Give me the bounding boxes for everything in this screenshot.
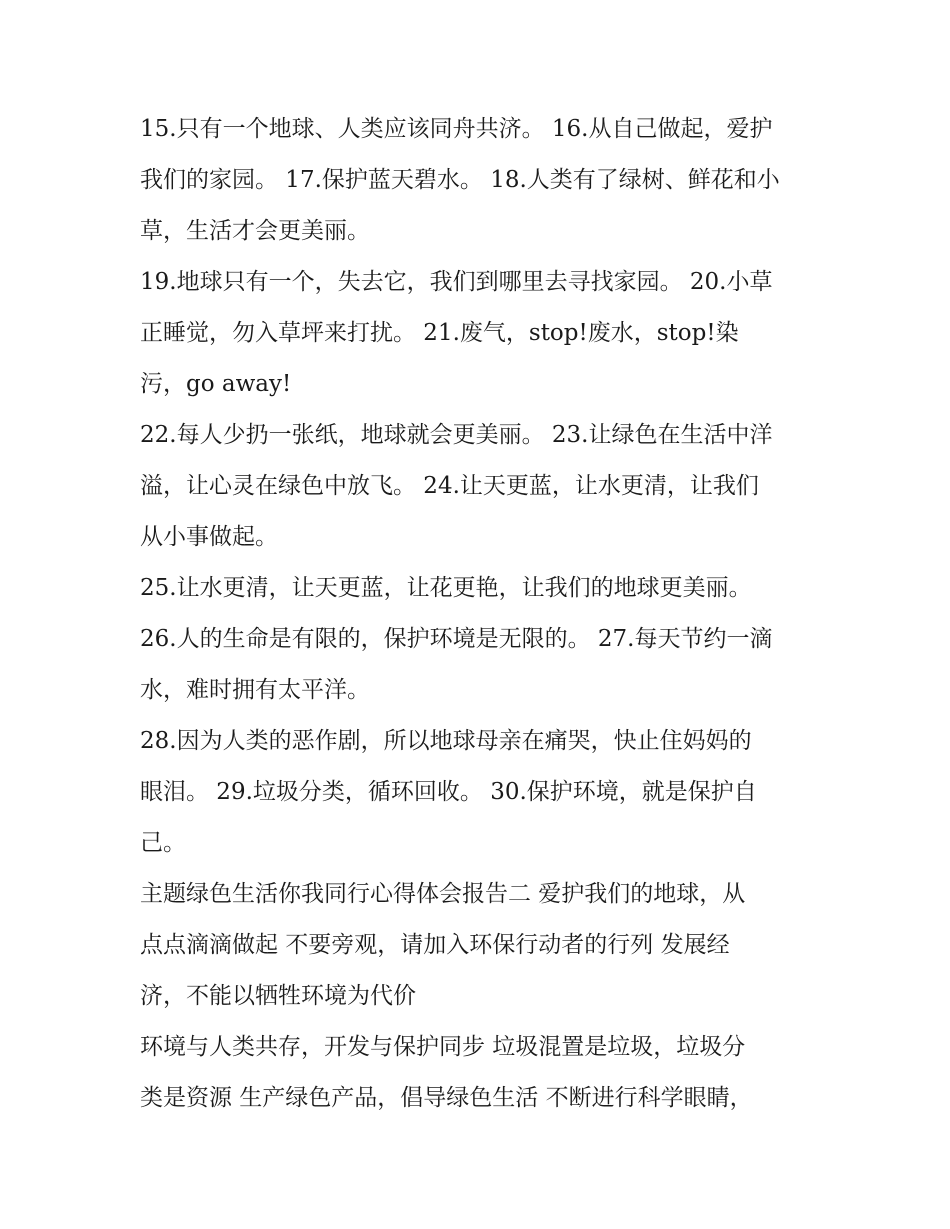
paragraph-slogan-25: 25.让水更清，让天更蓝，让花更艳，让我们的地球更美丽。 (140, 575, 752, 601)
paragraph-report-two-intro: 主题绿色生活你我同行心得体会报告二 爱护我们的地球，从 点点滴滴做起 不要旁观，请加入环保行动者的行列 发展经 济，不能以牺牲环境为代价 (140, 881, 746, 1009)
paragraph-slogans-26-27: 26.人的生命是有限的，保护环境是无限的。 27.每天节约一滴 水，难时拥有太平洋。 (140, 626, 773, 703)
paragraph-slogans-19-21: 19.地球只有一个，失去它，我们到哪里去寻找家园。 20.小草 正睡觉，勿入草坪来打扰。 21.废气，stop!废水，stop!染 污，go away! (140, 269, 773, 397)
paragraph-slogans-15-18: 15.只有一个地球、人类应该同舟共济。 16.从自己做起，爱护 我们的家园。 17.保护蓝天碧水。 18.人类有了绿树、鲜花和小 草，生活才会更美丽。 (140, 116, 780, 244)
document-body (140, 104, 810, 1124)
paragraph-slogans-22-24: 22.每人少扔一张纸，地球就会更美丽。 23.让绿色在生活中洋 溢，让心灵在绿色中放飞。 24.让天更蓝，让水更清，让我们 从小事做起。 (140, 422, 773, 550)
paragraph-slogans-28-30: 28.因为人类的恶作剧，所以地球母亲在痛哭，快止住妈妈的 眼泪。 29.垃圾分类，循环回收。 30.保护环境，就是保护自 己。 (140, 728, 757, 856)
paragraph-report-two-continued: 环境与人类共存，开发与保护同步 垃圾混置是垃圾，垃圾分 类是资源 生产绿色产品，倡导绿色生活 不断进行科学眼睛， (140, 1034, 753, 1111)
